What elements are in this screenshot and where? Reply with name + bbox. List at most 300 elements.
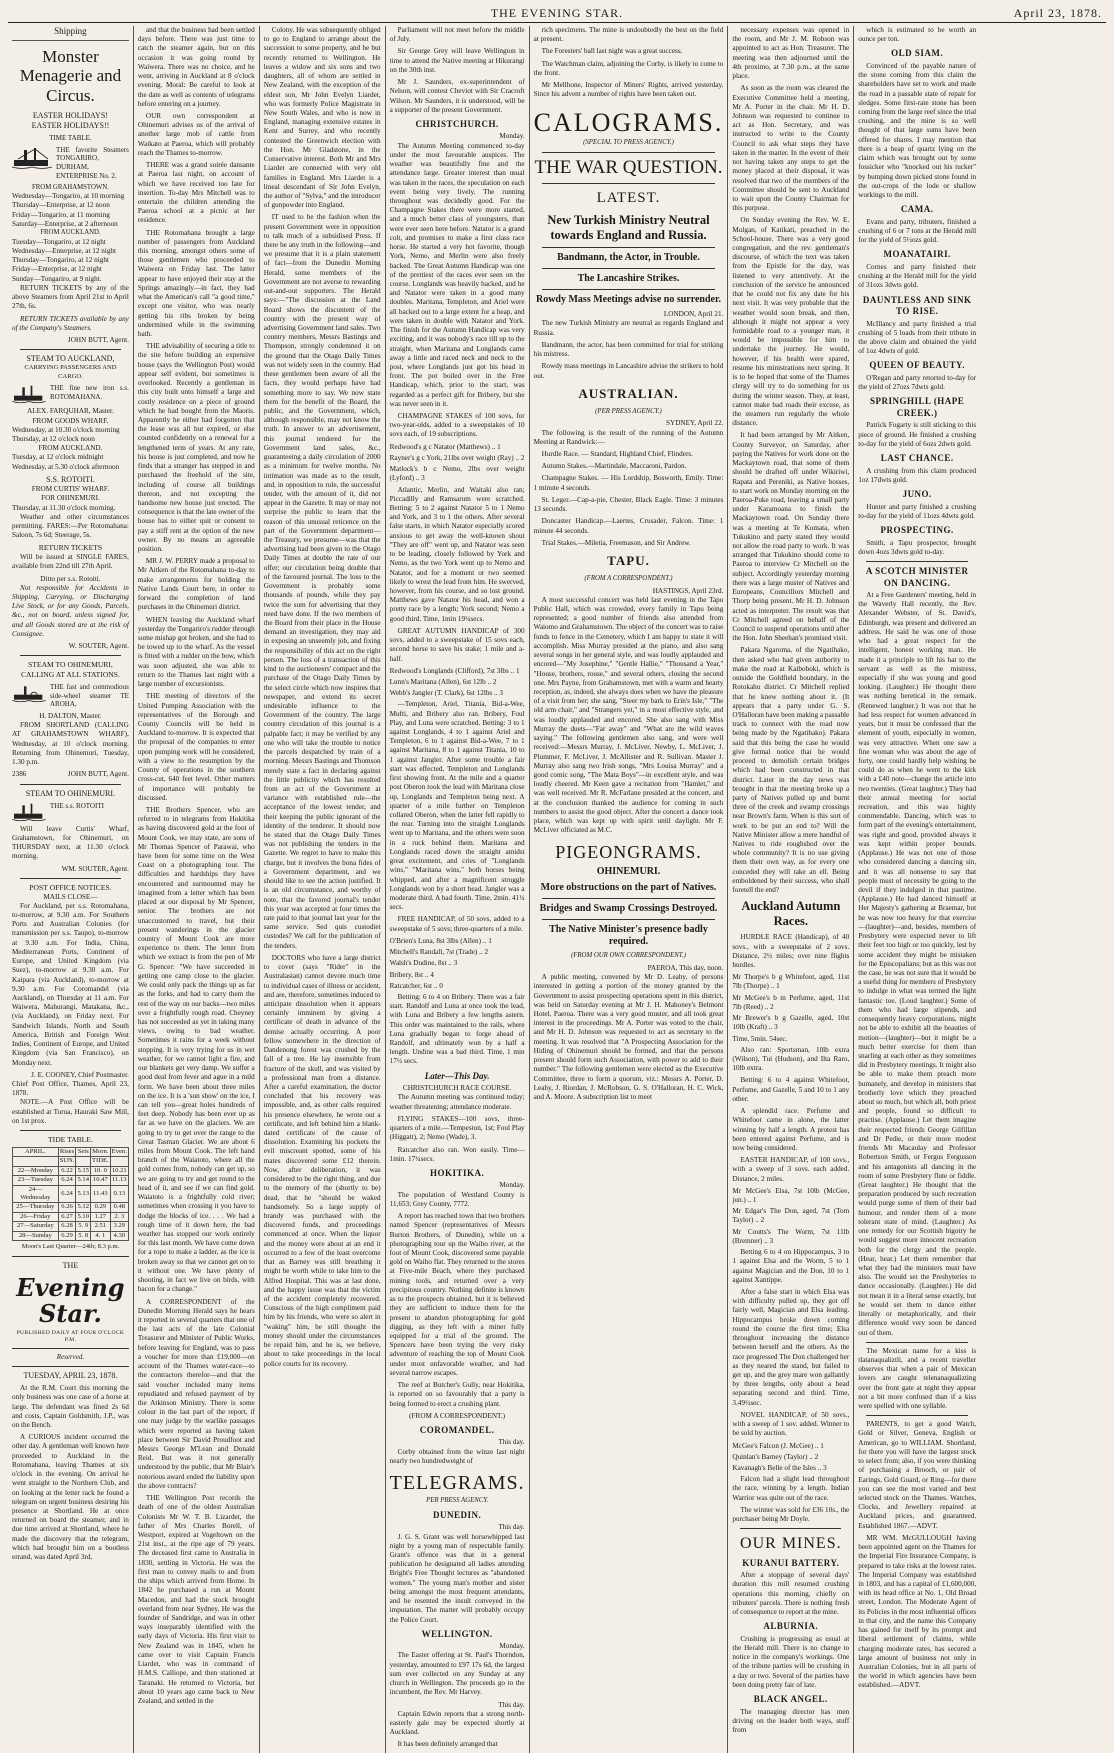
weather-note: Weather and other circumstances permitting. FARES:—Per Rotomahana: Saloon, 7s 6d; Steerage, 5s. — [12, 512, 129, 540]
paper-subtitle: PUBLISHED DAILY AT FOUR O'CLOCK P.M. — [16, 1329, 125, 1343]
article-paragraph: At a Free Gardeners' meeting, held in the Waverly Hall recently, the Rev. Alexander Webster, of St. David's, Edinburgh, was present and delivered an address. He said he was one of those who had a great respect for the intelligent, honest working man. He made it a principle to lift his hat to the servant as well as the mistress, especially if she was young and good looking. (Laughter.) He thought there was nothing heretical in the remark. (Renewed laughter.) It was not that he had less respect for women advanced in years, but it must be confessed that the element of youth, especially in women, was very attractive. When one saw a fine woman who was about the age of forty, one could hardly help wishing he could do as when he went to the kirk with a £40 note—change the article into two twenties. (Great laughter.) They had their annual meeting for social recreation, and this was highly commendable. Dancing, which was to form part of the evening's entertainment, was right and good, provided always it was kept within proper bounds. (Applause.) He was not one of those who considered dancing a dancing sin, and it was all nonsense to say that people must of necessity be going to the devil if they indulged in that pastime. (Applause.) He had danced himself at Her Majesty's gathering at Braemar, but he was now too heavy for that exercise—(laughter)—and, besides, members of Presbytery were expected never to lift their feet too high or too quickly, lest by some accident they might be mistaken for the Episcopalians; but as this was not the case, he was not sure that it would be a useful thing for members of Presbytery to indulge in what was termed the light fantastic toe. (Loud laughter.) Some of them who had large stipends, and consequently heavy corporations, might not be able to exhibit all the beauties of motion—(laughter)—but it might be a much better exercise for them than snarling at each other as they sometimes did in Presbytery meetings. It might also be able to make them preach more humanely, and develop in ministers that brotherly love which they preached about so much, but which all, both priest and people, found so difficult to practise. (Applause.) Let them imagine their respected friends George Gilfillan and Dr Pedie, or their more modest friends Mr Macaulay and Professor Robertson Smith, or Fergus Fergusson and his antagonists all dancing in the room of some Presbytery flute or fiddle. (Great laughter.) He thought that the preparation produced by such recreation would purge some of them of their bad humour, and render them of a more tolerant state of mind. (Laughter.) As one remedy for our Scottish bigotry he would suggest more innocent recreation both for the clergy and the people. (Hear, hear.) Let them remember that what they had the ministers must have also. The would set the Presbyteries to dance occasionally. (Laughter.) He did not mean it in a literal sense exactly, but he would set them to dance either literally or metaphorically, and their difference would very soon be danced out of them. — [858, 591, 977, 1337]
article-paragraph: EASTER HANDICAP, of 100 sovs., with a sweep of 3 sovs. each added. Distance, 2 miles. — [732, 1156, 850, 1183]
juno-heading: JUNO. — [902, 489, 932, 500]
latest-heading: LATEST. — [596, 189, 661, 206]
auckland-line: Friday—Enterprise, at 12 night — [12, 265, 102, 274]
article-paragraph: The reef at Butcher's Gully, near Hokitika, is reported on so favourably that a party is being formed to erect a crushing plant. — [389, 1381, 525, 1408]
article-paragraph: Atlantic, Merlin, and Waitaki also ran; Piccadilly and Ramsarum were scratched. Betting: 5 to 2 against Natator 5 to 1 Nemo and York, and 3 to 1 the others. After several false starts, in which Natator especially scored anxious to get away the well-known shout "They are off" went up, and Natator was seen to be leading, closely followed by York and Nemo, as the two York went up to Nemo and Natator, and for a moment or two seemed likely to wrest the lead from him. He swerved, however, from his course, and so lost ground. Matthews gave Natator his head, and won a pretty race by a length; York second; Nemo a good third. Time, 1min 19¼secs. — [389, 485, 525, 623]
rotomahana-line: Wednesday, at 10.30 o'clock morning — [12, 425, 120, 434]
master-farquhar: ALEX. FARQUHAR, Master. — [27, 407, 114, 416]
article-paragraph: The following is the result of the running of the Autumn Meeting at Randwick:— — [533, 428, 724, 446]
springhill-heading: SPRINGHILL (HAPE CREEK.) — [870, 396, 965, 418]
table-cell: 6.27 — [58, 1212, 76, 1221]
article-paragraph: A splendid race. Perfume and Whitefoot came in alone, the latter winning by half a length. A protest has been entered against Perfume, and is now being considered. — [732, 1107, 850, 1152]
article-paragraph: Autumn Stakes.—Martindale, Maccaroni, Pardon. — [541, 462, 687, 471]
article-paragraph: Colony. He was subsequently obliged to go to England to arrange about the succession to some property, and he but recently returned to Wellington. He leaves a widow and six sons and two daughters, all of whom are settled in New Zealand, with the exception of the eldest son, Mr John Evelyn Liardet, who was formerly Police Magistrate in New South Wales, and who is now in England, managing extensive estates in Kent and Surrey, and who recently contested the Greenwich election with the Hon. Mr Gladstone, in the Conservative interest. Both Mr and Mrs Liardet are connected with very old families in England. Mrs Liardet is a lineal descendant of Sir John Evelyn, the author of "Sylva," and the introducer of gunpowder into England. — [263, 26, 381, 210]
article-paragraph: On Sunday evening the Rev. W. E. Mulgan, of Katikati, preached in the School-house. There was a very good congregation, and the rev. gentleman's discourse, of which the text was taken from the Epistle for the day, was listened to very attentively. At the conclusion of the service he announced that he could not fix any date for his next visit. It was very probable that the weather would soon break, and then, although it might not appear a very formidable road to a younger man, it would be impossible for him to undertake the journey. He would, however, if his health were spared, resume his ministrations next spring. It is to be hoped that some of the Thames clergy will try to do something for us during the winter season. They, at least, cannot make bad roads their excuse, as the steamers run regularly the whole distance. — [732, 216, 850, 428]
divider — [12, 1366, 129, 1367]
auckland-line: Thursday—Tongariro, at 12 night — [12, 256, 109, 265]
tide-table-heading: TIDE TABLE. — [48, 1135, 93, 1145]
dateline: This day. — [498, 1438, 525, 1447]
return-tickets-text: RETURN TICKETS by any of the above Steamers from April 21st to April 27th, 6s. — [12, 283, 129, 311]
from-auckland-label: FROM AUCKLAND. — [40, 229, 101, 237]
steamer-advert — [12, 146, 129, 181]
article-paragraph: GREAT AUTUMN HANDICAP of 300 sovs, added to a sweepstake of 15 sovs each, second horse to save his stake; 1 mile and a-half. — [389, 626, 525, 663]
auckland-races-heading: Auckland Autumn Races. — [741, 899, 841, 929]
hokitika-heading: HOKITIKA. — [429, 1167, 485, 1178]
black-angel-heading: BLACK ANGEL. — [753, 1694, 828, 1705]
shipping-label: Shipping — [12, 26, 129, 41]
from-graham-label: FROM GRAHAMSTOWN. — [31, 183, 109, 191]
article-paragraph: MR J. W. PERRY made a proposal to Mr Aitken of the Rotomahana to-day to make arrangements for holding the Native Lands Court here, in order to forward the completion of land purchases in the Ohinemuri district. — [137, 557, 255, 612]
article-paragraph: A most successful concert was held last evening in the Tapu Public Hall, which was crowded, every family in Tapu being represented; a good number of friends also attended from Waiomo and Grahamstown. The object of the concert was to raise funds to fence in the Cemetery, which I am happy to state it will accomplish. Miss Murray presided at the piano, and also sang several songs in her general style, and was loudly applauded and encored—"My Josephine," "Gentle Hallie," "Thousand a Year," "House, brothers, rouse," and several others, closing the second one. Mrs Payne, from Grahamstown, met with a warm and hearty reception, as, indeed, she always does when we have the pleasure of a visit from her; she sang, "Steer my bark to Erin's Isle," "The old arm chair," and "Strangers yet," in a most effective style, and was loudly applauded and encored. She also sang with Miss Murray the duets—"Far away" and "What are the wild waves saying." The following gentlemen also sang, and were well received:—Messrs Murray, J. McLiver, Newby, L. McLiver, J. Plummer, F. McLiver, J. McAllister and R. Sullivan. Master J. Murray also sang two Irish songs, "Mrs Louisa Murray" and a good comic song, "The Mata Boys"—in excellent style, and was loudly cheered. Mr Keen gave a recitation from "Hamlet," and was well received. Mr R. McFarlane presided at the concert, and at the conclusion thanked the audience for coming in such numbers to assist the good object. After the concert a dance took place, which was kept up with spirit until daylight. Mr F. McLiver officiated as M.C. — [533, 595, 724, 835]
graham-line: Saturday—Enterprise, at 2 afternoon — [12, 219, 118, 228]
table-cell: 5. 9 — [76, 1222, 91, 1231]
table-cell: 23—Tuesday — [13, 1176, 59, 1185]
divider — [20, 784, 121, 785]
article-paragraph: THERE was a grand soirée dansante at Paeroa last night, on account of which we have received too late for insertion. To-day Mrs Mitchell was to entertain the children attending the Paeroa school at a picnic at her residence. — [137, 161, 255, 225]
article-paragraph: Bandmann, the actor, has been committed for trial for striking his mistress. — [533, 340, 724, 359]
steamer-icon — [12, 146, 52, 170]
paper-the: THE — [62, 1260, 79, 1270]
scotch-minister-heading: A SCOTCH MINISTER ON DANCING. — [865, 565, 969, 588]
dauntless-heading: DAUNTLESS AND SINK TO RISE. — [862, 294, 972, 317]
tide-col-header: Even. — [111, 1147, 127, 1155]
article-paragraph: Hurdle Race. — Standard, Highland Chief, Flinders. — [541, 450, 693, 459]
coromandel-heading: COROMANDEL. — [419, 1424, 495, 1435]
return-tickets-text-2: Will be issued at SINGLE FARES, available from 22nd till 27th April. — [12, 553, 129, 571]
table-cell: 27—Saturday — [13, 1222, 59, 1231]
article-paragraph: necessary expenses was opened in the room, and Mr J. M. Robson was appointed to act as Hon. Treasurer. The meeting was then adjourned until the 4th proximo, at 7.30 p.m., at the same place. — [732, 26, 850, 81]
table-cell: 5.13 — [76, 1185, 91, 1203]
tide-col-header: Rises — [59, 1147, 75, 1155]
rotoiti-2-text: THE s.s. ROTOITI — [50, 801, 104, 810]
article-paragraph: Convinced of the payable nature of the stone coming from this claim the shareholders have set to work and made the road in a passable state of repair for sledges. Some first-rate stone has been coming from the large reef since the trial crushing, and the mine is so well thought of that large sums have been offered for shares. I may mention that there is a heap of quartz lying on the claim which was brought out by some fossicker who "knocked out his tucker" by bumping down picked stone found in the out-crops of the lode or shallow workings to the mill. — [858, 61, 977, 200]
race-result: Ratcatcher, 6st .. 0 — [389, 981, 443, 990]
article-paragraph: The managing director has men driving on the leader both ways, stuff from — [732, 1707, 850, 1735]
rotomahana-line: Thursday, at 12 o'clock noon — [12, 435, 95, 443]
master-dalton: H. DALTON, Master. — [39, 712, 102, 721]
rotoiti-2-schedule: Will leave Curtis' Wharf, Grahamstown, for Ohinemuri, on THURSDAY next, at 11.30 o'clock morning. — [12, 824, 129, 861]
tide-col-subheader — [110, 1157, 128, 1166]
tide-col-subheader: TIDE. — [92, 1157, 109, 1165]
table-row — [13, 1203, 129, 1212]
dateline: PAEROA, This day, noon. — [647, 963, 724, 972]
calograms-heading: CALOGRAMS. — [533, 107, 724, 137]
race-result: Lunn's Maritana (Allen), 6st 12lb .. 2 — [389, 677, 497, 686]
press-agency-label: (PER PRESS AGENCY.) — [595, 407, 662, 415]
obstructions-headline: More obstructions on the part of Natives. — [540, 882, 717, 894]
table-row — [13, 1166, 129, 1175]
last-chance-heading: LAST CHANCE. — [880, 453, 954, 464]
article-paragraph: As soon as the room was cleared the Executive Committee held a meeting, Mr A. Porter in the chair. Mr H. D. Johnson was requested to continue to act as Hon. Secretary, and was instructed to write to the County Council to ask what steps they have taken in the matter. In the event of their not having taken any steps to get the money placed at their disposal, it was resolved that two of the members of the Committee should be sent to Auckland to wait upon the County Chairman for this purpose. — [732, 84, 850, 213]
dateline: HASTINGS, April 23rd. — [652, 586, 724, 595]
article-paragraph: A CURIOUS incident occurred the other day. A gentleman well known here proceeded to Auckland in the Rotomahana, leaving Thames at six o'clock in the evening. On arrival he went straight to the Northern Club, and on looking at the letter rack he found a telegram on urgent business desiring his presence at Shortland. He at once returned on board the steamer, and in due time arrived at Shortland, where he made the discovery that the telegram, which had brought him on a bootless errand, was dated April 3rd, — [12, 1433, 129, 1562]
steamer-icon — [12, 384, 46, 404]
table-cell: 10.21 — [111, 1166, 127, 1174]
divider — [20, 349, 121, 350]
correspondent-label: (FROM A CORRESPONDENT.) — [409, 1411, 506, 1420]
dateline: Monday. — [499, 132, 525, 141]
souter-signature-2: WM. SOUTER, Agent. — [61, 864, 129, 873]
article-paragraph: O'Regan and party retorted to-day for the yield of 27ozs 7dwts gold. — [858, 374, 977, 392]
race-result: Redwood's Longlands (Clifford), 7st 3lbs .. 1 — [389, 666, 520, 675]
column-4 — [386, 26, 530, 1753]
post-office-heading: POST OFFICE NOTICES. — [29, 882, 112, 892]
article-paragraph: Crushing is progressing as usual at the Herald mill. There is no change to notice in the company's workings. One of the tribute parties will be crushing in a day or two. Several of the parties have been doing pretty fair of late. — [732, 1634, 850, 1689]
correspondent-label: (FROM A CORRESPONDENT.) — [584, 574, 673, 582]
bandmann-headline: Bandmann, the Actor, in Trouble. — [557, 252, 700, 264]
table-cell: 5.15 — [77, 1166, 89, 1174]
article-paragraph: Champagne Stakes. — His Lordship, Bosworth, Emily. Time: 1 minute 4 seconds. — [533, 474, 724, 492]
alburnia-heading: ALBURNIA. — [763, 1621, 819, 1632]
article-paragraph: Falcon had a slight lead throughout the race, winning by a length. Indian Warrior was quite out of the race. — [732, 1475, 850, 1502]
table-cell: 28—Sunday — [13, 1231, 59, 1240]
article-paragraph: It has been definitely arranged that — [397, 1740, 498, 1749]
agent-signature-2: JOHN BUTT, Agent. — [67, 770, 129, 779]
table-cell: 3.29 — [110, 1222, 128, 1231]
table-cell: 5. 8 — [76, 1231, 91, 1240]
dateline: SYDNEY, April 22. — [666, 419, 724, 428]
steam-auckland-heading: STEAM TO AUCKLAND, — [26, 354, 115, 364]
steamer-icon — [12, 683, 46, 703]
article-paragraph: A report has reached town that two brothers named Spencer (representatives of Messrs Burton Brothers, of Dunedin), while on a photographing tour up the Waiho river, at the foot of Mount Cook, discovered some payable gold on Waiho flat. They returned to the stores at Five-mile Beach, where they purchased mining tools, and returned over a very precipitous country. Nothing definite is known as to the prospects obtained, but it is believed they are sufficient to induce them for the present to abandon photographing for gold digging, as they left with a miner fully equipped for a trial of the ground. The Spencers have been trying the very risky adventure of reaching the top of Mount Cook under most unfavorable weather, and had several narrow escapes. — [389, 1212, 525, 1377]
table-cell: 6.26 — [58, 1203, 76, 1212]
mails-close-label: MAILS CLOSE— — [43, 892, 98, 901]
race-result: Matlock's b c Nemo, 2lbs over weight (Lyford) .. 3 — [389, 465, 525, 483]
tide-col-subheader — [13, 1157, 59, 1166]
race-result: Mr Edgar's The Don, aged, 7st (Tom Taylor) .. 2 — [732, 1207, 850, 1225]
article-paragraph: FLYING STAKES—100 sovs, three-quarters of a mile.—Tempeston, 1st; Foul Play (Higgatt), 2; Nemo (Wade), 3. — [389, 1114, 525, 1142]
te-aroha-text: THE fast and commodious side-wheel steamer TE AROHA, — [50, 682, 129, 709]
tide-subheader-row — [13, 1157, 129, 1166]
war-question-heading: THE WAR QUESTION. — [534, 157, 723, 179]
article-paragraph: THE Brothers Spencer, who are referred to in telegrams from Hokitika as having discovered gold at the foot of Mount Cook, we may state, are sons of Mr Thomas Spencer of Parawai, who have been for some time on the West Coast on a photographing tour. The difficulties and hardships they have encountered and surmounted may be imagined from a letter which has been placed at our disposal by Mr Spencer, senior. The brothers are not unaccustomed to travel, but their present wanderings in the glacier country of Mount Cook are more experience to them. The letter from which we extract is from the pen of Mr G. Spencer: "We have succeeded in getting one camp close to the glacier. We could only pack the things up as far as the forks, and had to carry them the rest of the way on our backs—two miles over a frightfully rough road. Cheyney has not succeeded as yet in taking many views, owing to bad weather. Sometimes it rains for a week without stopping. It is very trying for us in wet weather, for we cannot light a fire, and our blankets get very damp. We suffer a good deal from fever and ague in a mild form. We have been about three miles on the ice. It is a 'sun show' on the ice, I can tell you—great holes hundreds of feet deep. Nobody has been ever up as far as we have on the glaciers. We are going to try to get over the range to the Great Tasman Glacier. We are about 6 miles from Mount Cook. The left hand branch of the Waiatoto, where all the gold comes from, nobody can get up, so we are going to try and get round to the head of it, and see if we can find gold. Waiatoto is a frightfully cold river; sometimes when crossing it you have to dodge the blocks of ice. . . . We had a rough time of it down here, the bad weather has stopped our work entirely for this last month. We have come down for a rope to make a ladder, as the ice is broken away so that we cannot get on to it without one. We have plenty of shooting, in fact we live on birds, with bacon for a change." — [137, 805, 255, 1294]
divider — [866, 1415, 968, 1416]
article-paragraph: Betting: 6 to 4 on Bribery. There was a fair start. Randolf and Luna at once took the lead, with Luna and Bribery a few lengths astern. This order was maintained to the rails, where Luna gradually began to forge ahead of Randolf, and ultimately won by a half a length. Undine was a bad third. Time, 1 min 17½ secs. — [389, 992, 525, 1066]
race-result: Bribery, 8st .. 4 — [389, 970, 434, 979]
curtis-wharf-label: FROM CURTIS' WHARF. — [31, 485, 110, 494]
tide-col-subheader: SUN. — [59, 1157, 75, 1165]
special-label: (SPECIAL TO PRESS AGENCY.) — [583, 139, 674, 147]
tide-table — [12, 1147, 129, 1241]
post-date: Chief Post Office, Thames, April 23, 1878. — [12, 1079, 129, 1098]
article-paragraph: NOVEL HANDICAP, of 50 sovs., with a sweep of 1 sov. added. Winner to be sold by auction. — [732, 1410, 850, 1438]
table-cell: 4.30 — [110, 1231, 128, 1240]
race-result: O'Brien's Luna, 8st 3lbs (Allen) .. 1 — [389, 936, 492, 945]
table-cell: 6.24 — [58, 1176, 76, 1185]
article-paragraph: THE Rotomahana brought a large number of passengers from Auckland this morning, amongst others some of those gentlemen who proceeded to Waiwera on Friday last. The latter appear to have enjoyed their stay at the Springs amazingly—in fact, they had what the American's call "a good time," except one visitor, who was nearly getting his ribs broken by being undermined while in the swimming bath. — [137, 228, 255, 338]
article-paragraph: Trial Stakes.—Miletia, Freemason, and Sir Andrew. — [541, 538, 691, 547]
article-paragraph: Patrick Fogarty is still sticking to this piece of ground. He finished a crushing to-day for the yield of 6ozs 2dwts gold. — [858, 421, 977, 448]
article-paragraph: It had been arranged by Mr Aitken, County Surveyor, on Saturday, after paying the Natives for work done on the Mackaytown road, that some of them should be drafted off under Wikiriwi, Rapata and Pereniki, as Native bosses, to start work on Monday morning on the Paeroa-Puke road, leaving a small party under Karamoana to finish the Mackaytown road. On Sunday there was a meeting at Te Komata, when Tukukino and party stated they would not allow the road party to work. It was arranged that Tukukino should come to Paeroa to interview Cr Mitchell on the subject. Accordingly yesterday morning there was a large muster of Natives and Europeans, Councillors Mitchell and Thorp being present. Mr H. D. Johnson acted as interpreter. The result was that Cr Mitchell agreed on behalf of the Council to suspend operations until after the Hon. John Sheehan's promised visit. — [732, 431, 850, 643]
rotomahana-line: Tuesday, at 12 o'clock midnight — [12, 453, 104, 462]
table-cell: 2.51 — [91, 1222, 111, 1231]
article-paragraph: Captain Edwin reports that a strong north-easterly gale may be expected shortly at Auckland. — [389, 1709, 525, 1737]
race-result: Redwood's g c Natator (Matthews) .. 1 — [389, 442, 501, 451]
race-course-label: CHRISTCHURCH RACE COURSE. — [402, 1084, 512, 1093]
australian-heading: AUSTRALIAN. — [578, 385, 679, 401]
table-cell: 6.22 — [58, 1166, 76, 1175]
tide-col-header: Sets — [77, 1147, 89, 1155]
divider — [542, 898, 716, 899]
article-paragraph: Parliament will not meet before the middle of July. — [389, 26, 525, 44]
article-paragraph: The Autumn Meeting commenced to-day under the most favourable auspices. The weather was beautifully fine and the attendance large. Greater interest than usual was taken in the races, the speculation on each event being very lively. The running throughout was decidedly good. For the Champagne Stakes there were more started, and a much better class of youngsters, than were ever seen here before. Natator is a grand colt, and promises to make a first class race horse. He started a very hot favorite, though York, Nemo, and Merlin were also freely backed. The Great Autumn Handicap was one of the prettiest of the races ever seen on the course. Longlands was heavily backed, and he and Natator were taken in a good many doubles. Maritana, Templeton, and Ariel were all backed out to a large extent for a heap, and were taken in double with Natator and York. The finish for the Autumn Handicap was very exciting, and it was nobody's race till up to the straight, when Maritana and Longlands came away a little and raced neck and neck to the post, where Longlands just got his head in front. The pot boiled over in the Free Handicap, which, prior to the start, was regarded as a perfect gift for Bribery, but she was never seen in it. — [389, 141, 525, 408]
article-paragraph: Doncaster Handicap.—Laertes, Crusader, Falcon. Time: 1 minute 44 seconds. — [533, 517, 724, 535]
race-result: Mr Thorpe's b g Whitefoot, aged, 11st 7lb (Thorpe) .. 1 — [732, 973, 850, 991]
paper-date: TUESDAY, APRIL 23, 1878. — [23, 1370, 118, 1380]
article-paragraph: THE advisability of securing a title to the site before building an expensive house (says the Wellington Post) would appear self evident, but sometimes is overlooked. Recently a gentleman in this city built unto himself a large and costly residence on a piece of ground which he had bought from the Maoris. Apparently he either had forgotten that the lease was all but expired, or else counted confidently on a renewal for a lengthened term of years. At any rate, his house is just completed, and now he finds that a stranger has stepped in and purchased the freehold of the site, including of course all buildings thereon, and not excepting the handsome new house just erected. The consequence is that the late owner of the house has to either quit or consent to pay a stiff rent at the option of the new owner. By no means an agreeable position. — [137, 342, 255, 554]
tide-col-header: Morn. — [92, 1147, 109, 1155]
rotomahana-from-auckland: FROM AUCKLAND. — [38, 444, 103, 453]
rotomahana-text: THE fine new iron s.s. ROTOMAHANA. — [50, 384, 129, 402]
article-paragraph: THE Wellington Post records the death of one of the oldest Australian Colonists Mr W. T. B. Lizardet, the father of Mrs Charles Borell, of Westport, expired at Vogeltown on the 21st inst., at the ripe age of 79 years. The deceased first came to Australia in 1830, settling in Victoria. He was the first man to convey mails to and from the ships which arrived from Home. In 1842 he purchased a run at Mount Macedon, and had the stock brought overland from near Sydney. He was the founder of Sandridge, and was in other ways inseparably identified with the early days of Victoria. His first visit to New Zealand was in 1845, when he came over to visit Captain Francis Liardet, who was in command of H.M.S. Calliope, and then stationed at Taranaki. He returned to Victoria, but about 10 years ago came back to New Zealand, and settled in the — [137, 1494, 255, 1705]
table-cell: 0.29 — [91, 1203, 111, 1212]
souter-signature: W. SOUTER, Agent. — [68, 642, 129, 651]
column-5 — [530, 26, 729, 1753]
table-cell: 11.43 — [91, 1185, 111, 1203]
table-cell: 6.29 — [58, 1231, 76, 1240]
agent-row — [12, 770, 129, 779]
article-paragraph: CHAMPAGNE STAKES of 100 sovs, for two-year-olds, added to a sweepstakes of 10 sovs each, of 19 subscriptions. — [389, 412, 525, 439]
article-paragraph: Pakara Ngaroma, of the Ngatihako, then asked who had given authority to make the road at Kaiboboki, which is outside the Goldfield boundary, in the Rotokahu district. Cr Mitchell replied that he knew nothing about it. (It appears that a party under G. S. O'Halloran have been making a passable track to connect with the road now being made by the Ngatihako). Pakara said that this being the case he would give formal notice that he would proceed to demolish certain bridges which had been constructed in that district. Later in the day news was brought in that the meeting broke up a party of Natives pulled up and burnt three of the creek and swamp crossings near Brown's farm. When is this sort of work to be put an end to? Will the Native Minister allow a mere handful of Natives to ride roughshod over the whole community? It is no use giving them their own way, as for every one conceded they will take an ell. Being emboldened by their success, who shall foretell the end? — [732, 646, 850, 895]
race-result: Mitchell's Randall, 7st (Trade) .. 2 — [389, 948, 489, 957]
table-cell: 5.14 — [77, 1176, 89, 1184]
article-paragraph: The Watchman claim, adjoining the Corby, is likely to come to the front. — [533, 59, 724, 77]
cama-heading: CAMA. — [900, 204, 934, 215]
old-siam-heading: OLD SIAM. — [891, 48, 944, 59]
christchurch-heading: CHRISTCHURCH. — [415, 118, 499, 129]
auckland-line: Wednesday—Enterprise, at 12 night — [12, 247, 117, 256]
article-paragraph: The population of Westland County is 11,653; Grey County, 7772. — [389, 1190, 525, 1208]
article-paragraph: Betting: 6 to 4 against Whitefoot, Perfume, and Gazelle, 5 and 10 to 1 any other. — [732, 1076, 850, 1103]
steam-ohinemuri-heading: STEAM TO OHINEMURI, CALLING AT ALL STATIONS. — [20, 660, 120, 680]
column-6 — [728, 26, 854, 1753]
ss-rotoiti-heading: S.S. ROTOITI. — [46, 474, 95, 484]
column-7 — [854, 26, 980, 1753]
table-cell: 2. 3 — [110, 1212, 128, 1221]
rotoiti-line: Thursday, at 11.30 o'clock morning. — [12, 503, 116, 512]
race-result: Webb's Jangler (T. Clark), 6st 12lbs .. 3 — [389, 689, 503, 698]
table-cell: 1.27 — [91, 1212, 111, 1221]
tapu-heading: TAPU. — [607, 552, 650, 568]
divider — [20, 1130, 121, 1131]
carrying-label: CARRYING PASSENGERS AND CARGO. — [24, 364, 117, 380]
table-cell: 5.12 — [77, 1203, 89, 1211]
divider — [542, 268, 716, 269]
article-paragraph: Corby obtained from the winze last night nearly two hundredweight of — [389, 1447, 525, 1465]
te-aroha-schedule: FROM SHORTLAND (CALLING AT GRAHAMSTOWN WHARF), Wednesday, at 10 o'clock morning. Returning from Ohinemuri, Tuesday, 1.30 p.m. — [12, 721, 129, 767]
steam-ohinemuri-heading-2: STEAM TO OHINEMURI. — [25, 788, 116, 798]
queen-heading: QUEEN OF BEAUTY. — [869, 360, 965, 371]
masthead — [8, 4, 1106, 23]
divider — [740, 1528, 841, 1529]
ditto-line: Ditto per s.s. Rotoiti. — [40, 574, 101, 583]
menagerie-title: Monster Menagerie and Circus. — [19, 46, 122, 105]
table-cell: 5.10 — [77, 1212, 89, 1220]
divider — [12, 1256, 129, 1257]
easter-line-1: EASTER HOLIDAYS! — [32, 111, 108, 121]
article-paragraph: The Easter offering at St. Paul's Thorndon, yesterday, amounted to £97 17s 6d, the largest sum ever collected on any Sunday at any church in Wellington. The proceeds go to the incumbent, the Rev. Mr Harvey. — [389, 1651, 525, 1697]
rotoiti-advert — [12, 802, 129, 822]
for-ohinemuri-label: FOR OHINEMURI. — [41, 494, 100, 503]
rotomahana-line: Wednesday, at 5.30 o'clock afternoon — [12, 462, 120, 471]
telegrams-heading: TELEGRAMS. — [389, 1472, 525, 1495]
article-paragraph: THE meeting of directors of the United Pumping Association with the representatives of the Borough and County Councils will be held in Auckland to-morrow. It is expected that the proposal of the companies to enter upon pumping work will be considered, with a view to the resumption by the County of operations in the southern cross-cut, 640 feet level. Other matters of importance will probably be discussed. — [137, 692, 255, 802]
race-result: Mr Brewer's b g Gazelle, aged, 10st 10lb (Kraft) .. 3 — [732, 1014, 850, 1032]
article-paragraph: J. G. S. Grant was well horsewhipped last night by a young man of respectable family. Grant's offence was that in a general publication he designated all ladies attending Bright's Free Thought lectures as "abandoned women." The young man's mother and sister being amongst the most frequent attendants, and he resented the insult conveyed in the imputation. The matter will probably occupy the Police Court. — [389, 1532, 525, 1624]
steamers-text: THE favorite Steamers TONGARIRO, DURHAM, ENTERPRISE No. 2. — [56, 145, 129, 180]
moanatairi-heading: MOANATAIRI. — [883, 249, 951, 260]
postmaster-signature: J. E. COONEY, Chief Postmaster. — [31, 1070, 129, 1079]
later-heading: Later—This Day. — [424, 1070, 490, 1081]
table-cell: 0.48 — [110, 1203, 128, 1212]
article-paragraph: After a false start in which Elsa was with difficulty pulled up, they got off fairly well, Magician and Elsa leading. Hippocampus broke down coming round the course the first time; Elsa throughout increasing the distance between herself and the others. As the race progressed The Don challenged her as they neared the stand, but failed to get up, and the grey mare won gallantly by three lengths, only about a head separating second and third. Time, 3.49½sec. — [732, 1288, 850, 1407]
article-paragraph: A crushing from this claim produced 1oz 17dwts gold. — [858, 466, 977, 484]
auckland-line: Sunday—Tongariro, at 9 night. — [12, 274, 102, 283]
time-table-label: TIME TABLE. — [49, 133, 92, 142]
race-result: Kavanagh's Belle of the Isles .. 3 — [732, 1463, 827, 1472]
agent-signature: JOHN BUTT, Agent. — [67, 336, 129, 345]
table-cell: 24—Wednesday — [13, 1185, 59, 1203]
race-result: Mr McGee's b m Perfume, aged, 11st 7lb (Reed) .. 2 — [732, 993, 850, 1011]
race-result: Mr McGee's Elsa, 7st 10lb (McGee, jun.) .. 1 — [732, 1186, 850, 1205]
race-result: Rayner's g c York, 21lbs over weight (Ray) .. 2 — [389, 453, 525, 462]
race-result: Mr Coutts's The Worm, 7st 11lb (Bremner) .. 3 — [732, 1227, 850, 1245]
article-paragraph: St. Leger.—Cap-a-pie, Chester, Black Eagle. Time: 3 minutes 13 seconds. — [533, 495, 724, 514]
divider — [866, 1342, 968, 1343]
divider — [542, 247, 716, 248]
rowdy-headline: Rowdy Mass Meetings advise no surrender. — [535, 294, 721, 306]
article-paragraph: IT used to be the fashion when the present Government were in opposition to talk much of a subsidised Press. If there be any truth in the following—and we presume that it is a plain statement of fact—from the Dunedin Morning Herald, some members of the Government are not averse to rewarding out-and-out supporters. The Herald says:—"The discussion at the Land Board shows the discontent of the country with the present way of advertising Government land sales. Two country members, Messrs Bastings and Thompson, strongly condemned it on the ground that the Otago Daily Times was not widely seen in the country. Had these gentlemen been aware of all the facts, they would perhaps have had something more to say. We now state them for the benefit of the Board, the public, and the Government, which, although responsible, may not know the truth. In answer to an advertisement, this journal tendered for the Government land sales, &c., guaranteeing a daily circulation of 2000 as a minimum for twelve months. No intimation was made as to the result, and, in opposition to rule, the successful tender, with the amount of it, did not appear in the Gazette. It may or may not surprise the public to learn that the reason of this unusual reticence on the part of the Government department—the Treasury, we presume—was that the advertising had been given to the Otago Daily Times at double the rate of our offer; our circulation being double that of the favoured journal. The loss to the Government is probably some thousands of pounds, while they pay twice the sum for advertising that they need have done. If the two members of the Board from their place in the House demand an investigation, they may aid in exposing an unseemly job, and fixing the responsibility of this act on the right person. The loss of a transaction of this kind to the auctioneers' compact and the purchase of the Otago Daily Times by the select circle which now inspires that newspaper, and extend its secret undesirable influence to the Government of the country. The large country circulation of this journal is a palpable fact; it may be verified by any one who will take the trouble to notice the parcels despatched by train of a morning. Messrs Bastings and Thomson merely state a fact in declaring against the little publicity which has resulted from an act of the Government at variance with established rule—the acceptance of the lowest tender, and their keeping the public ignorant of the identity of the tenderer. It should now be stated that the Otago Daily Times was not publishing the tenders in the Gazette. We regret to have to make this charge, but it involves the bona fides of a Government department, and we should like to see the action justified. It is an old circumstance, and worthy of note, that the favored journal's tender this year was accepted at four times the rate paid to that journal last year for the same service. Sed quis custodiet custodes? We call for the publication of the tenders. — [263, 213, 381, 950]
dateline: This day. — [498, 1700, 525, 1709]
goods-wharf-label: FROM GOODS WHARF. — [32, 416, 109, 425]
article-paragraph: and that the business had been settled days before. There was just time to catch the steamer again, but on this occasion it was going round by Waiwera. There was no choice, and he went, arriving in Auckland at 8 o'clock evening. Moral: Be careful to look at the date as well as contents of telegrams before entering on a journey. — [137, 26, 255, 108]
article-paragraph: WHEN leaving the Auckland wharf yesterday the Tongariro's rudder through some mishap got broken, and she had to be towed up to the wharf. As the vessel is fitted with a rudder on the bow, which was soon adjusted, she was able to return to the Thames last night with a large number of excursionists. — [137, 615, 255, 689]
native-minister-headline: The Native Minister's presence badly required. — [549, 924, 708, 948]
divider — [542, 183, 716, 184]
return-note: RETURN TICKETS available by any of the Company's Steamers. — [12, 314, 129, 332]
reserved-note: Reserved. — [56, 1352, 85, 1361]
race-result: Quinlan's Barney (Taylor) .. 2 — [732, 1452, 819, 1461]
moon-phase: Moon's Last Quarter—24th; 8.3 p.m. — [21, 1243, 120, 1251]
turua-note: NOTE.—A Post Office will be established at Turua, Hauraki Saw Mill, on 1st prox. — [12, 1098, 129, 1125]
table-cell: 10.47 — [91, 1176, 111, 1185]
race-result: McGee's Falcon (J. McGee) .. 1 — [732, 1441, 824, 1450]
dateline: Monday. — [499, 1181, 525, 1190]
graham-line: Friday—Tongariro, at 11 morning — [12, 210, 110, 219]
table-row — [13, 1212, 129, 1221]
code-number: 2386 — [12, 770, 27, 779]
advert-paragraph: MR WM. McGULLOUGH having been appointed agent on the Thames for the Imperial Fire Insurance Company, is prepared to take risks at the lowest rates. The Imperial Company was established in 1803, and has a capital of £1,600,000, with its head office at No. 1, Old Broad street, London. The Moderate Agent of its Policies in the most influential offices in that city, and the name this Company has gained for itself by its prompt and liberal settlement of claims, while charging moderate rates, has secured a large amount of business not only in Australian Colonies, but in all parts of the world in which agencies have been established.—ADVT. — [858, 1533, 977, 1690]
tide-header-row — [13, 1147, 129, 1156]
article-paragraph: HURDLE RACE (Handicap), of 40 sovs., with a sweepstake of 2 sovs. Distance, 2½ miles; over nine flights hurdles. — [732, 933, 850, 969]
newspaper-header-title: THE EVENING STAR. — [490, 6, 624, 20]
paper-nameplate: Evening Star. — [16, 1272, 125, 1329]
divider — [12, 1348, 129, 1349]
article-paragraph: Rowdy mass meetings in Lancashire advise the strikers to hold out. — [533, 362, 724, 380]
table-cell: 0.13 — [110, 1185, 128, 1203]
newspaper-header-date: April 23, 1878. — [1013, 6, 1102, 20]
article-paragraph: Cornes and party finished their crushing at the Herald mill for the yield of 31ozs 3dwts gold. — [858, 262, 977, 290]
steamer-icon — [12, 802, 46, 822]
bridges-headline: Bridges and Swamp Crossings Destroyed. — [539, 903, 718, 915]
article-paragraph: FREE HANDICAP, of 50 sovs, added to a sweepstake of 5 sovs; three-quarters of a mile. — [389, 915, 525, 933]
lancashire-headline: The Lancashire Strikes. — [577, 273, 680, 285]
article-paragraph: Evans and party, tributers, finished a crushing of 6 or 7 tons at the Herald mill for the yield of 5½ozs gold. — [858, 217, 977, 245]
article-paragraph: —Templeton, Ariel, Titania, Bid-a-Wee, Mufti, and Bribery also ran. Bribery, Foul Play, and Luna were scratched. Betting: 3 to 1 against Longlands, 4 to 1 against Ariel and Templeton, 6 to 1 against Bid-a-Wee, 7 to 1 against Maritana, 8 to 1 against Titania, 10 to 1 against Jangler. After some trouble a fair start was effected, Templeton and Longlands first showing front. At the mile and a quarter post Oberon took the lead with Maritana close up, Longlands and Templeton being next. A quarter of a mile further on Templeton collared Oberon, when the latter fell rapidly to the rear. Turning into the straight Longlands went up to Maritana, and the others were soon in a ruck behind them. Maritana and Longlands raced down the straight amidst great excitement, and cries of "Longlands wins," "Maritana wins," both horses being whipped, and after a magnificent struggle Longlands won by a short head. Jangler was a moderate third. A bad fourth. Time, 2min. 41¼ secs. — [389, 700, 525, 912]
article-paragraph: The new Turkish Ministry are neutral as regards England and Russia. — [533, 319, 724, 337]
article-paragraph: Hunter and party finished a crushing to-day for the yield of 11ozs 4dwts gold. — [858, 502, 977, 520]
divider — [20, 655, 121, 656]
article-paragraph: The winner was sold for £36 10s., the purchaser being Mr Doyle. — [732, 1505, 850, 1524]
article-paragraph: Ratcatcher also ran. Won easily. Time—1min. 17¼secs. — [389, 1145, 525, 1163]
article-paragraph: rich specimens. The mine is undoubtedly the best on the field at present. — [533, 26, 724, 44]
article-paragraph: Smith, a Tapu prospector, brought down 4ozs 3dwts gold to-day. — [858, 538, 977, 556]
wellington-heading: WELLINGTON. — [421, 1628, 493, 1639]
table-cell: 6.24 — [58, 1185, 76, 1203]
table-cell: 22—Monday — [13, 1166, 59, 1175]
table-row — [13, 1176, 129, 1185]
divider — [542, 919, 716, 920]
advert-paragraph: PARENTS, to get a good Watch, Gold or Silver, Geneva, English or American, go to WILLIAM. Shortland, for there you will have the largest stock to select from; also, if you were thinking of purchasing a Brooch, or pair of Earings, Gold Guard, or Ring—for there you can see the most varied and best selected stock on the Thames. Watches, Clocks, and Jewellery repaired at Auckland prices, and guaranteed. Established 1867.—ADVT. — [858, 1420, 977, 1530]
prospecting-heading: PROSPECTING. — [880, 525, 954, 536]
article-paragraph: A public meeting, convened by Mr D. Leahy, of persons interested in getting a portion of the money granted by the Government to assist prospecting operations spent in this district, was held on Saturday evening at Mr J. H. Mahoney's Belmont Hotel, Paeroa. There was a very good muster, and all took great interest in the proceedings. Mr A. Porter was voted to the chair, and Mr H. D. Johnson was requested to act as secretary to the meeting. It was resolved that "A Prospecting Association for the Hiding of Ohinemuri should be formed, and that the persons present should form such Association, with power to add to their number." The following gentlemen were elected as the Executive Committee, three to form a quorum, viz.: Messrs A. Porter, D. Leahy, J. Riordan, J. McRobson, G. S. O'Halloran, H. C. Wick, and A. Moore. A subscription list to meet — [533, 973, 724, 1101]
column-1 — [8, 26, 134, 1753]
article-paragraph: The Autumn meeting was continued today; weather threatening; attendance moderate. — [389, 1093, 525, 1111]
not-responsible-note: Not responsible for Accidents in Shipping, Carrying, or Discharging Live Stock, or for any Goods, Parcels, &c., not on board, unless signed for, and all Goods stored are at the risk of Consignee. — [12, 583, 129, 638]
divider — [866, 561, 968, 562]
dateline: Monday. — [499, 1642, 525, 1651]
race-result: Walsh's Dudine, 8st .. 3 — [389, 959, 458, 968]
tide-col-header: APRIL. — [13, 1147, 59, 1156]
turkish-headline: New Turkish Ministry Neutral towards England and Russia. — [547, 213, 710, 243]
article-paragraph: Betting 6 to 4 on Hippocampus, 3 to 1 against Elsa and the Worm, 5 to 1 against Magician and the Don, 10 to 1 against Xantippe. — [732, 1248, 850, 1284]
divider — [542, 152, 716, 153]
newspaper-columns — [8, 26, 1106, 1749]
table-row — [13, 1222, 129, 1231]
pigeongrams-heading: PIGEONGRAMS. — [555, 841, 702, 862]
dunedin-heading: DUNEDIN. — [432, 1509, 482, 1520]
article-paragraph: After a stoppage of several days' duration this mill resumed crushing operations this morning, chiefly on tributers' parcels. There is nothing fresh of consequence to report at the mine. — [732, 1571, 850, 1617]
article-paragraph: Mr Mellhone, Inspector of Miners' Rights, arrived yesterday. Since his advent a number of rights have been taken out. — [533, 81, 724, 99]
column-2 — [134, 26, 260, 1753]
graham-line: Thursday—Enterprise, at 12 noon — [12, 201, 110, 210]
our-mines-heading: OUR MINES. — [740, 1535, 842, 1553]
column-3 — [260, 26, 386, 1753]
article-paragraph: OUR own correspondent at Ohinemuri advises us of the arrival of another large mob of cattle from Waikato at Paeroa, which will probably reach the Thames to-morrow. — [137, 111, 255, 157]
table-cell: 6.28 — [58, 1222, 76, 1231]
article-paragraph: Sir George Grey will leave Wellington in time to attend the Native meeting at Hikurangi on the 30th inst. — [389, 47, 525, 74]
kuranui-heading: KURANUI BATTERY. — [742, 1557, 840, 1568]
te-aroha-advert — [12, 683, 129, 709]
article-paragraph: McIllancy and party finished a trial crushing of 5 loads from their tribute in the above claim and obtained the yield of 1oz 4dwts of gold. — [858, 319, 977, 356]
race-time: Time, 5min. 54sec. — [732, 1034, 788, 1043]
return-tickets-heading: RETURN TICKETS — [38, 543, 103, 553]
table-cell: 11.13 — [111, 1176, 127, 1184]
mails-text: For Auckland, per s.s. Rotomahana, to-morrow, at 9.30 a.m. For Southern Ports and Australian Colonies (for transmission per s.s. Taupo), to-morrow at 9.30 a.m. For India, China, Mediterranean Ports, Continent of Europe, and United Kingdom (via Suez), to-morrow at 9.30 a.m. For Kaipara (via Auckland), to-morrow at 9.30 a.m. For Coromandel (via Auckland), on Thursday at 11 a.m. For Waiwera, Mahurangi, Matakana, &c., (via Auckland), on Friday next. For Sandwich Islands, North and South America, British and Foreign West Indies, Continent of Europe, and United Kingdom (via San Francisco), on Monday next. — [12, 901, 129, 1067]
graham-line: Wednesday—Tongariro, at 10 morning — [12, 192, 125, 201]
auckland-line: Tuesday—Tongariro, at 12 night — [12, 237, 106, 246]
table-row — [13, 1185, 129, 1203]
table-row — [13, 1231, 129, 1240]
article-paragraph: which is estimated to be worth an ounce per ton. — [858, 26, 977, 44]
press-agency-label: PER PRESS AGENCY. — [426, 1497, 489, 1505]
article-paragraph: At the R.M. Court this morning the only business was one case of a horse at large. The defendant was fined 2s 6d and costs, Captain Goldsmith, J.P., was on the Bench. — [12, 1384, 129, 1429]
table-cell: 26—Friday — [13, 1212, 59, 1221]
dateline: LONDON, April 21. — [663, 310, 724, 319]
article-paragraph: Mr J. Saunders, ex-superintendent of Nelson, will contest Cheviot with Sir Cracroft Wilson. Mr Saunders, it is understood, will be a supporter of the present Government. — [389, 78, 525, 114]
